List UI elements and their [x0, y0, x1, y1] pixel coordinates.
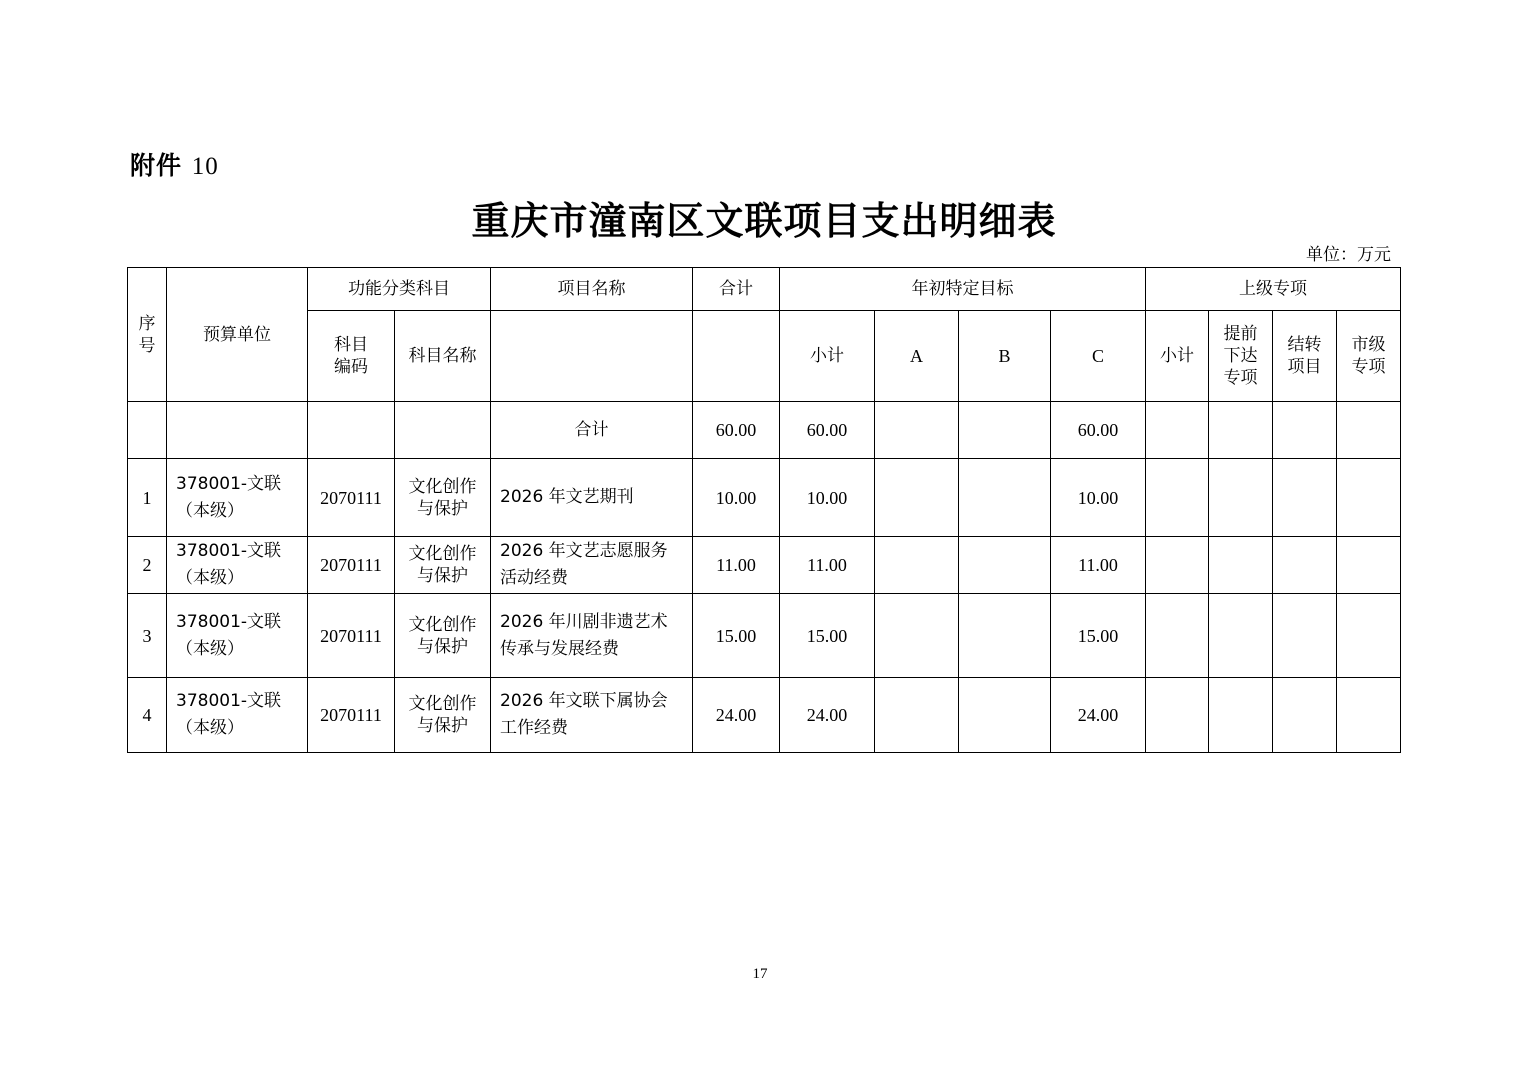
row-unit: 378001-文联（本级） — [167, 459, 308, 537]
row-total: 11.00 — [693, 537, 780, 594]
expenditure-table — [127, 267, 1401, 753]
header-subject-code: 科目编码 — [308, 311, 395, 402]
summary-label: 合计 — [491, 402, 693, 459]
row-c: 24.00 — [1051, 678, 1146, 753]
table-row — [128, 678, 1401, 753]
row-subtotal: 11.00 — [780, 537, 875, 594]
table-row — [128, 594, 1401, 678]
row-code: 2070111 — [308, 459, 395, 537]
header-total-blank — [693, 311, 780, 402]
row-c: 15.00 — [1051, 594, 1146, 678]
page-title: 重庆市潼南区文联项目支出明细表 — [471, 198, 1057, 243]
row-project: 2026 年川剧非遗艺术传承与发展经费 — [491, 594, 693, 678]
row-subject: 文化创作与保护 — [395, 537, 491, 594]
header-sup-subtotal: 小计 — [1146, 311, 1209, 402]
summary-b — [959, 402, 1051, 459]
row-project: 2026 年文艺期刊 — [491, 459, 693, 537]
summary-row — [128, 402, 1401, 459]
row-subtotal: 10.00 — [780, 459, 875, 537]
row-a — [875, 594, 959, 678]
attachment-number: 10 — [191, 153, 219, 180]
header-b: B — [959, 311, 1051, 402]
row-project: 2026 年文联下属协会工作经费 — [491, 678, 693, 753]
header-a: A — [875, 311, 959, 402]
row-a — [875, 537, 959, 594]
row-subject: 文化创作与保护 — [395, 594, 491, 678]
header-annual-target: 年初特定目标 — [780, 268, 1146, 311]
row-subtotal: 15.00 — [780, 594, 875, 678]
header-seq: 序号 — [128, 268, 167, 402]
row-subtotal: 24.00 — [780, 678, 875, 753]
summary-a — [875, 402, 959, 459]
header-carryover: 结转项目 — [1273, 311, 1337, 402]
row-seq: 1 — [128, 459, 167, 537]
header-budget-unit: 预算单位 — [167, 268, 308, 402]
attachment-text: 附件 — [130, 151, 183, 180]
row-c: 10.00 — [1051, 459, 1146, 537]
summary-subtotal: 60.00 — [780, 402, 875, 459]
header-total: 合计 — [693, 268, 780, 311]
header-c: C — [1051, 311, 1146, 402]
row-total: 15.00 — [693, 594, 780, 678]
table-row — [128, 537, 1401, 594]
row-unit: 378001-文联（本级） — [167, 678, 308, 753]
row-seq: 3 — [128, 594, 167, 678]
row-seq: 4 — [128, 678, 167, 753]
row-code: 2070111 — [308, 594, 395, 678]
header-advance-special: 提前下达专项 — [1209, 311, 1273, 402]
row-unit: 378001-文联（本级） — [167, 594, 308, 678]
row-unit: 378001-文联（本级） — [167, 537, 308, 594]
row-subject: 文化创作与保护 — [395, 459, 491, 537]
table-row — [128, 459, 1401, 537]
row-code: 2070111 — [308, 678, 395, 753]
header-func-subject: 功能分类科目 — [308, 268, 491, 311]
header-project-name-blank — [491, 311, 693, 402]
header-subject-name: 科目名称 — [395, 311, 491, 402]
row-b — [959, 537, 1051, 594]
summary-total: 60.00 — [693, 402, 780, 459]
row-b — [959, 678, 1051, 753]
row-b — [959, 459, 1051, 537]
header-subtotal: 小计 — [780, 311, 875, 402]
attachment-label — [130, 146, 219, 182]
header-city-special: 市级专项 — [1337, 311, 1401, 402]
row-a — [875, 678, 959, 753]
page-number: 17 — [752, 966, 768, 982]
row-seq: 2 — [128, 537, 167, 594]
row-b — [959, 594, 1051, 678]
row-code: 2070111 — [308, 537, 395, 594]
header-superior-special: 上级专项 — [1146, 268, 1401, 311]
unit-label: 单位：万元 — [1306, 245, 1391, 265]
header-project-name: 项目名称 — [491, 268, 693, 311]
summary-c: 60.00 — [1051, 402, 1146, 459]
row-project: 2026 年文艺志愿服务活动经费 — [491, 537, 693, 594]
row-total: 10.00 — [693, 459, 780, 537]
row-total: 24.00 — [693, 678, 780, 753]
row-subject: 文化创作与保护 — [395, 678, 491, 753]
row-a — [875, 459, 959, 537]
row-c: 11.00 — [1051, 537, 1146, 594]
